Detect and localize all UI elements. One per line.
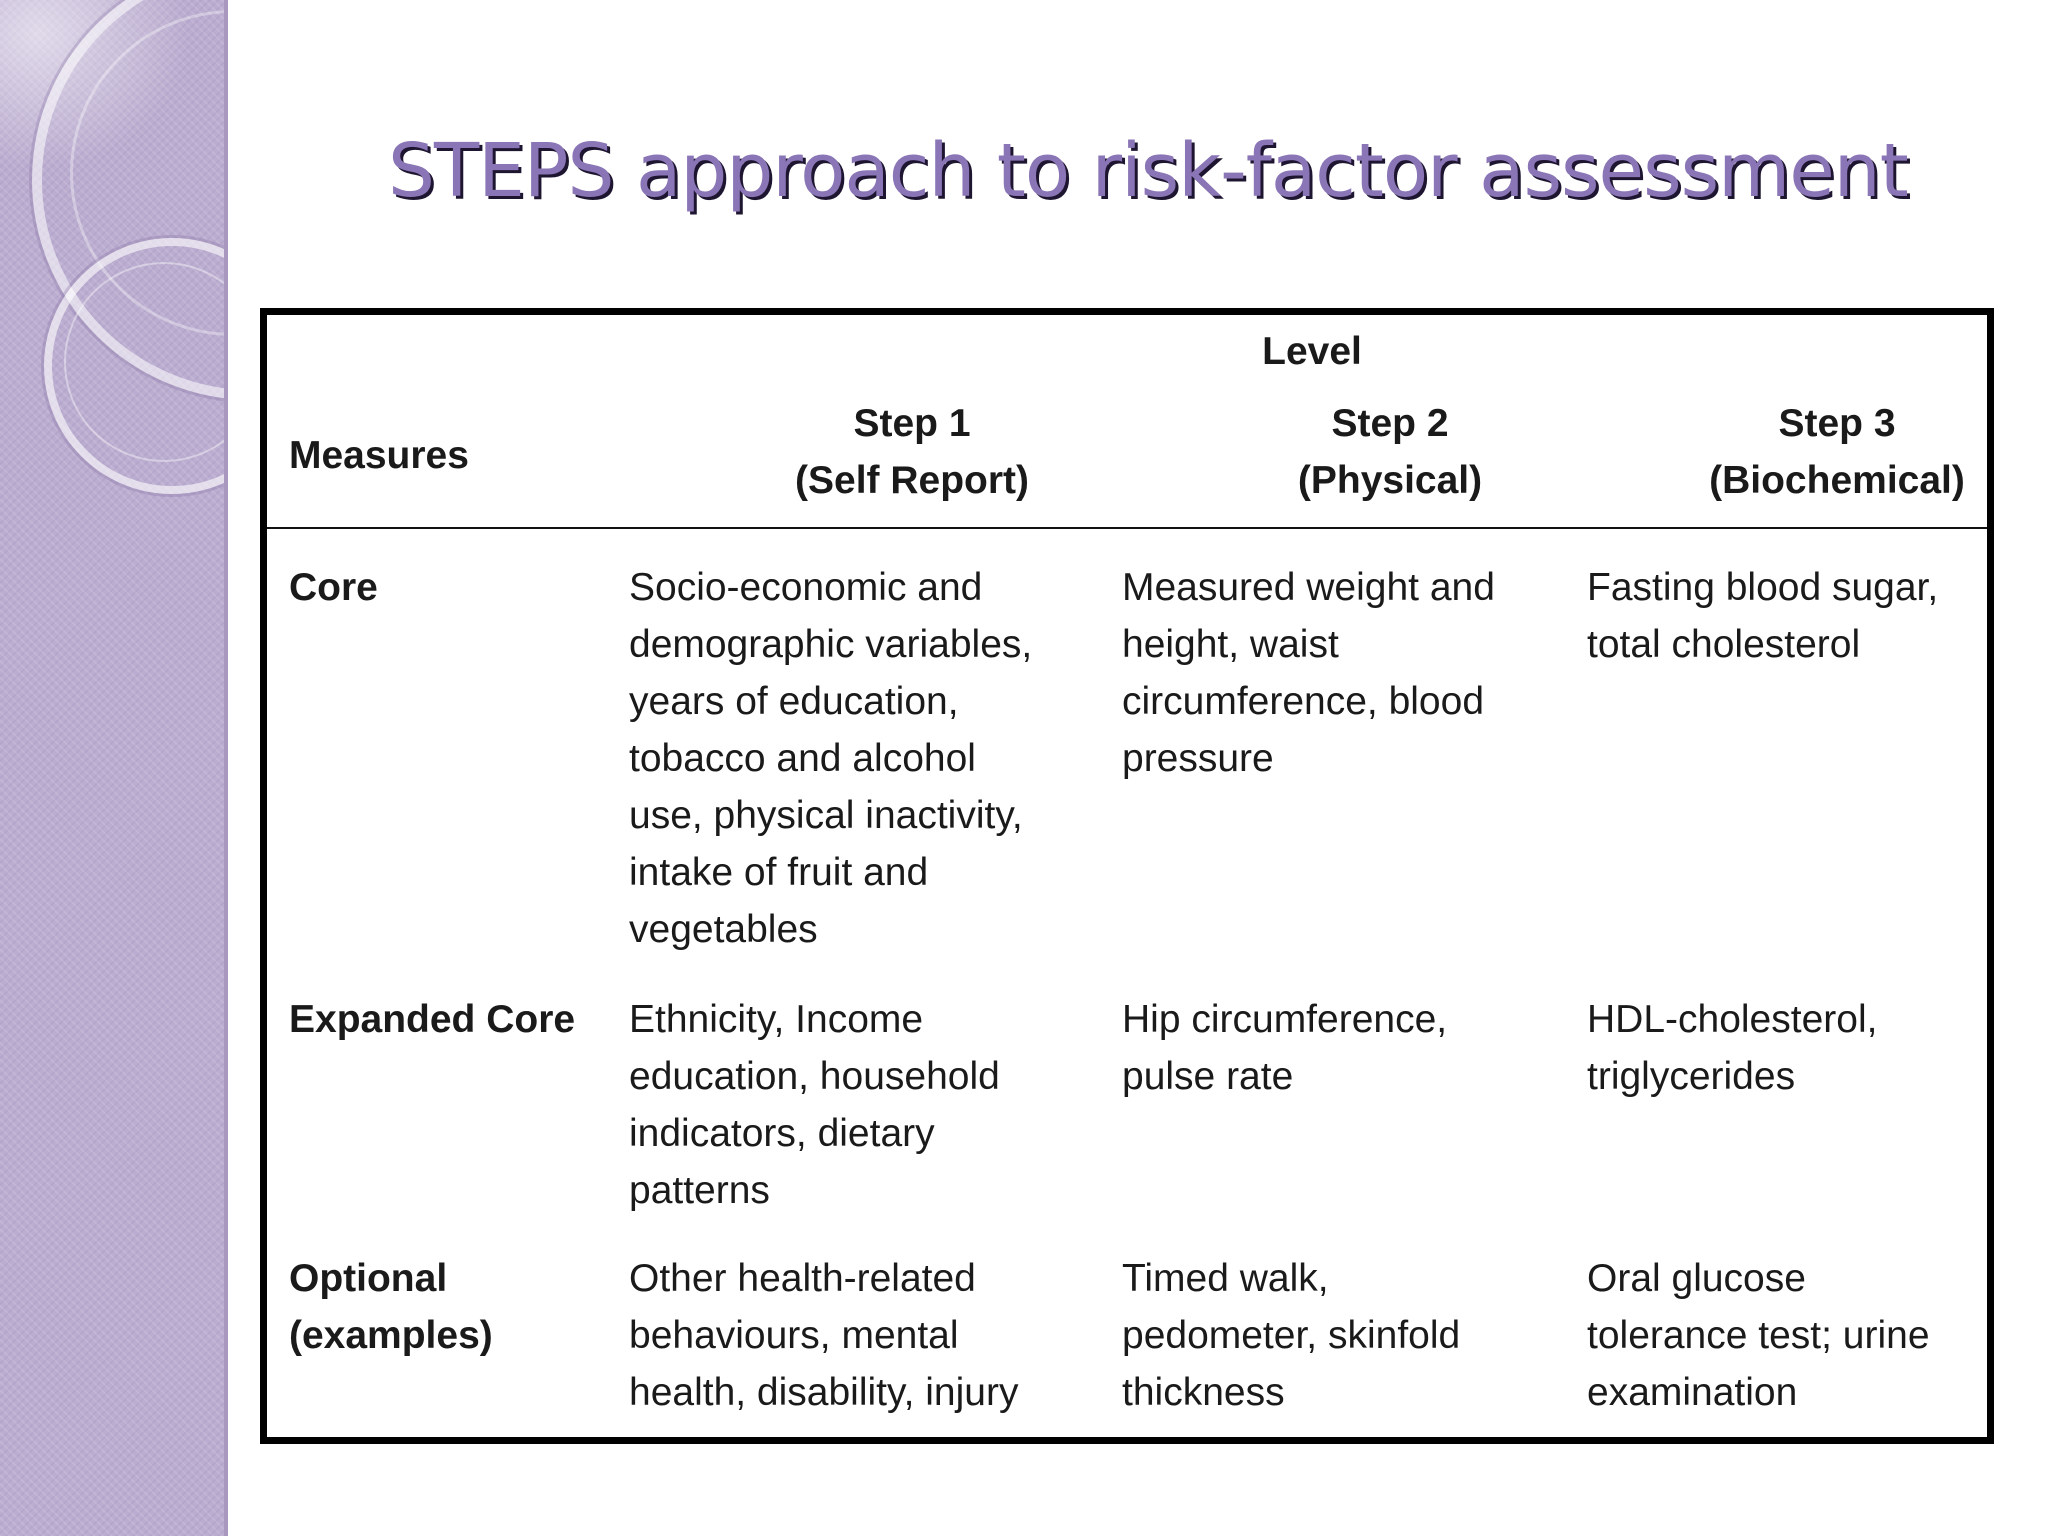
decorative-sidebar [0, 0, 228, 1536]
row-optional-step1: Other health-related behaviours, mental health, disability, injury [629, 1257, 1019, 1414]
step1-subheader: (Self Report) [795, 459, 1029, 502]
row-expanded-step3: HDL-cholesterol, triglycerides [1587, 998, 1878, 1098]
row-core-step1: Socio-economic and demographic variables, years of education, tobacco and alcohol use, physical inactivity, intake of fruit and vegetables [629, 566, 1033, 951]
row-optional-step2: Timed walk, pedometer, skinfold thickness [1122, 1257, 1461, 1414]
row-core-measure: Core [289, 566, 378, 609]
steps-table [260, 308, 1994, 1444]
slide-title: STEPS approach to risk-factor assessment [388, 128, 1908, 214]
step2-header: Step 2 [1331, 402, 1449, 445]
row-core-step2: Measured weight and height, waist circumference, blood pressure [1122, 566, 1495, 780]
sidebar-edge [224, 0, 228, 1536]
table-header [267, 315, 1987, 529]
step3-subheader: (Biochemical) [1709, 459, 1965, 502]
row-expanded-step2: Hip circumference, pulse rate [1122, 998, 1448, 1098]
step1-header: Step 1 [853, 402, 971, 445]
measures-header: Measures [289, 434, 469, 477]
row-optional-step3: Oral glucose tolerance test; urine examination [1587, 1257, 1930, 1414]
row-optional-measure: Optional (examples) [289, 1257, 493, 1357]
level-header: Level [1262, 330, 1362, 373]
step2-subheader: (Physical) [1297, 459, 1483, 502]
step3-header: Step 3 [1778, 402, 1896, 445]
row-expanded-measure: Expanded Core [289, 998, 576, 1041]
row-expanded-step1: Ethnicity, Income education, household indicators, dietary patterns [629, 998, 1000, 1212]
row-core-step3: Fasting blood sugar, total cholesterol [1587, 566, 1939, 666]
